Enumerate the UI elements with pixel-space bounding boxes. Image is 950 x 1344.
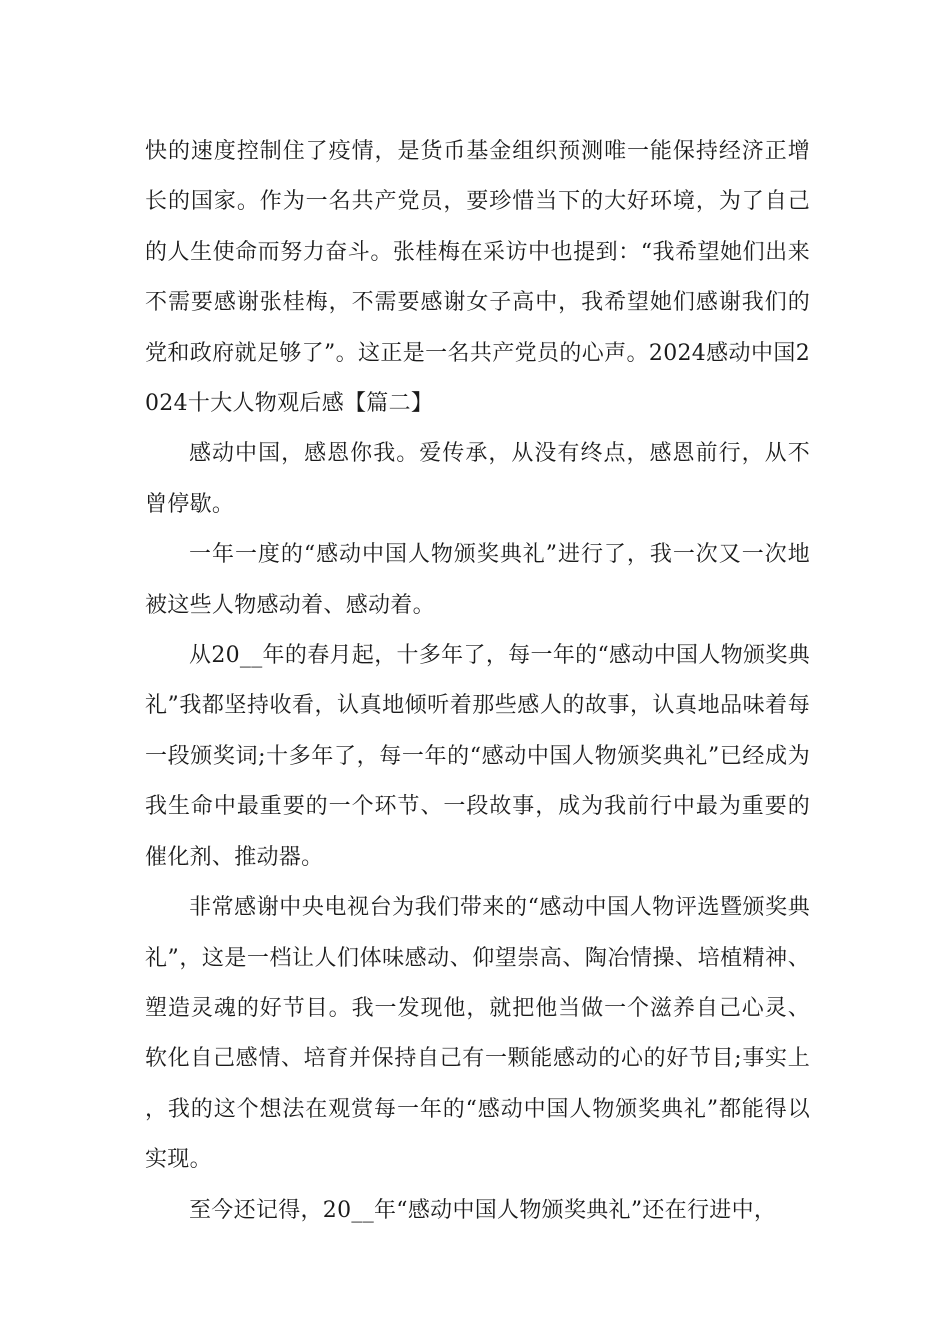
paragraph-gratitude: 感动中国，感恩你我。爱传承，从没有终点，感恩前行，从不曾停歇。 (145, 441, 810, 517)
paragraph-continuation: 快的速度控制住了疫情，是货币基金组织预测唯一能保持经济正增长的国家。作为一名共产党员，要珍惜当下的大好环境，为了自己的人生使命而努力奋斗。张桂梅在采访中也提到：“我希望她们出来不需要感谢张桂梅，不需要感谢女子高中，我希望她们感谢我们的党和政府就足够了”。这正是一名共产党员的心声。2024感动中国2024十大人物观后感【篇二】 (145, 139, 810, 417)
paragraph-ceremony: 一年一度的“感动中国人物颁奖典礼”进行了，我一次又一次地被这些人物感动着、感动着。 (145, 542, 810, 618)
document-body (145, 127, 810, 1236)
paragraph-watching-years: 从20__年的春月起，十多年了，每一年的“感动中国人物颁奖典礼”我都坚持收看，认真地倾听着那些感人的故事，认真地品味着每一段颁奖词;十多年了，每一年的“感动中国人物颁奖典礼”已经成为我生命中最重要的一个环节、一段故事，成为我前行中最为重要的催化剂、推动器。 (145, 643, 810, 870)
paragraph-thanks-cctv: 非常感谢中央电视台为我们带来的“感动中国人物评选暨颁奖典礼”，这是一档让人们体味感动、仰望崇高、陶冶情操、培植精神、塑造灵魂的好节目。我一发现他，就把他当做一个滋养自己心灵、软化自己感情、培育并保持自己有一颗能感动的心的好节目;事实上，我的这个想法在观赏每一年的“感动中国人物颁奖典礼”都能得以实现。 (145, 895, 810, 1173)
paragraph-memory: 至今还记得，20__年“感动中国人物颁奖典礼”还在行进中， (189, 1197, 777, 1223)
